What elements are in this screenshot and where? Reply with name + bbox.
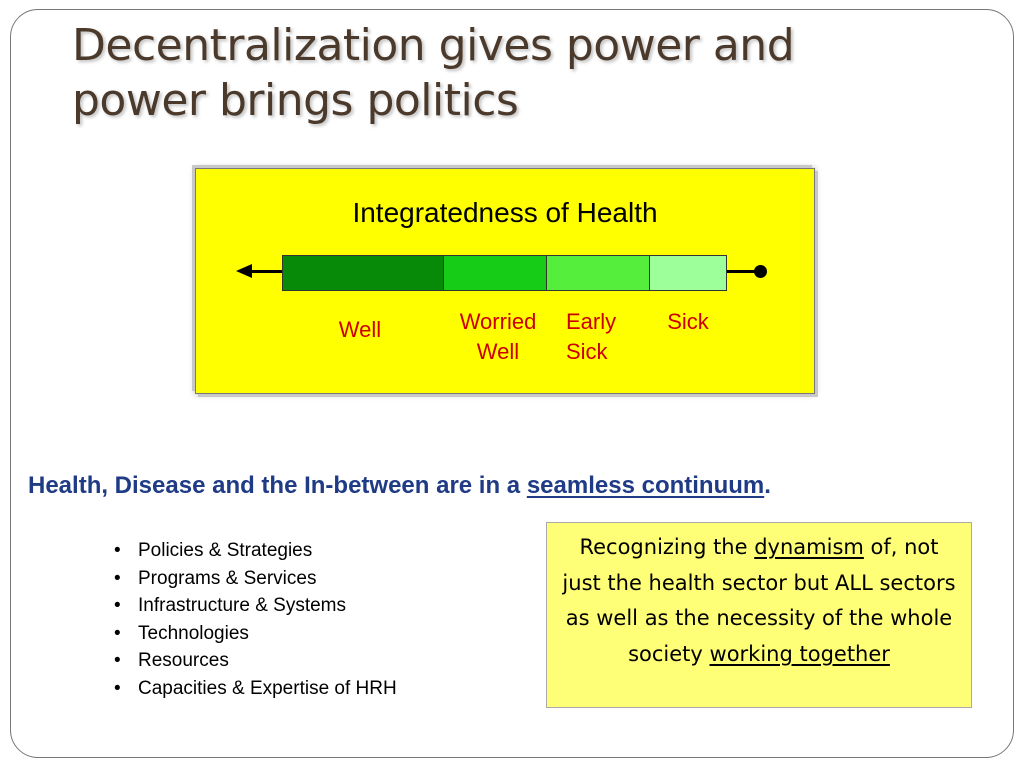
segment-sick: [650, 256, 726, 290]
list-item: • Infrastructure & Systems: [112, 592, 397, 620]
list-item: • Capacities & Expertise of HRH: [112, 675, 397, 703]
note-emphasis-dynamism: dynamism: [754, 535, 864, 559]
label-worried-well: [448, 307, 548, 367]
segment-early-sick: [547, 256, 650, 290]
label-worried-well-line2: Well: [476, 339, 520, 364]
diagram-heading: Integratedness of Health: [352, 197, 658, 228]
continuum-emphasis: seamless continuum: [526, 472, 765, 499]
list-item: • Resources: [112, 647, 397, 675]
list-item: • Policies & Strategies: [112, 537, 397, 565]
segment-well: [283, 256, 444, 290]
note-part-1: Recognizing the: [579, 535, 755, 559]
arrow-left-icon: [236, 264, 252, 278]
label-early-sick: [566, 307, 642, 367]
label-worried-well-line1: Worried: [459, 309, 537, 334]
dynamism-note-box: [546, 522, 972, 708]
list-item: • Technologies: [112, 620, 397, 648]
note-emphasis-working-together: working together: [709, 641, 890, 666]
label-sick-text: Sick: [667, 309, 709, 334]
continuum-statement: [28, 472, 771, 500]
label-well-text: Well: [338, 317, 382, 342]
dot-end-icon: [754, 265, 767, 278]
bullet-list: [112, 537, 397, 702]
title-line-2: power brings politics: [72, 75, 519, 126]
label-sick: [656, 307, 720, 337]
slide-title: [72, 18, 794, 128]
label-early-sick-line1: Early: [566, 309, 617, 334]
health-scale-bar: [282, 255, 727, 291]
continuum-prefix: Health, Disease and the In-between are in a: [28, 472, 527, 499]
title-line-1: Decentralization gives power and: [72, 20, 795, 71]
list-item: • Programs & Services: [112, 565, 397, 593]
label-early-sick-line2: Sick: [566, 339, 608, 364]
label-well: [320, 315, 400, 345]
note-part-2: of, not just the health sector but ALL sectors as well as the necessity of the whole society: [562, 535, 956, 666]
continuum-suffix: .: [764, 472, 771, 499]
segment-worried-well: [444, 256, 547, 290]
